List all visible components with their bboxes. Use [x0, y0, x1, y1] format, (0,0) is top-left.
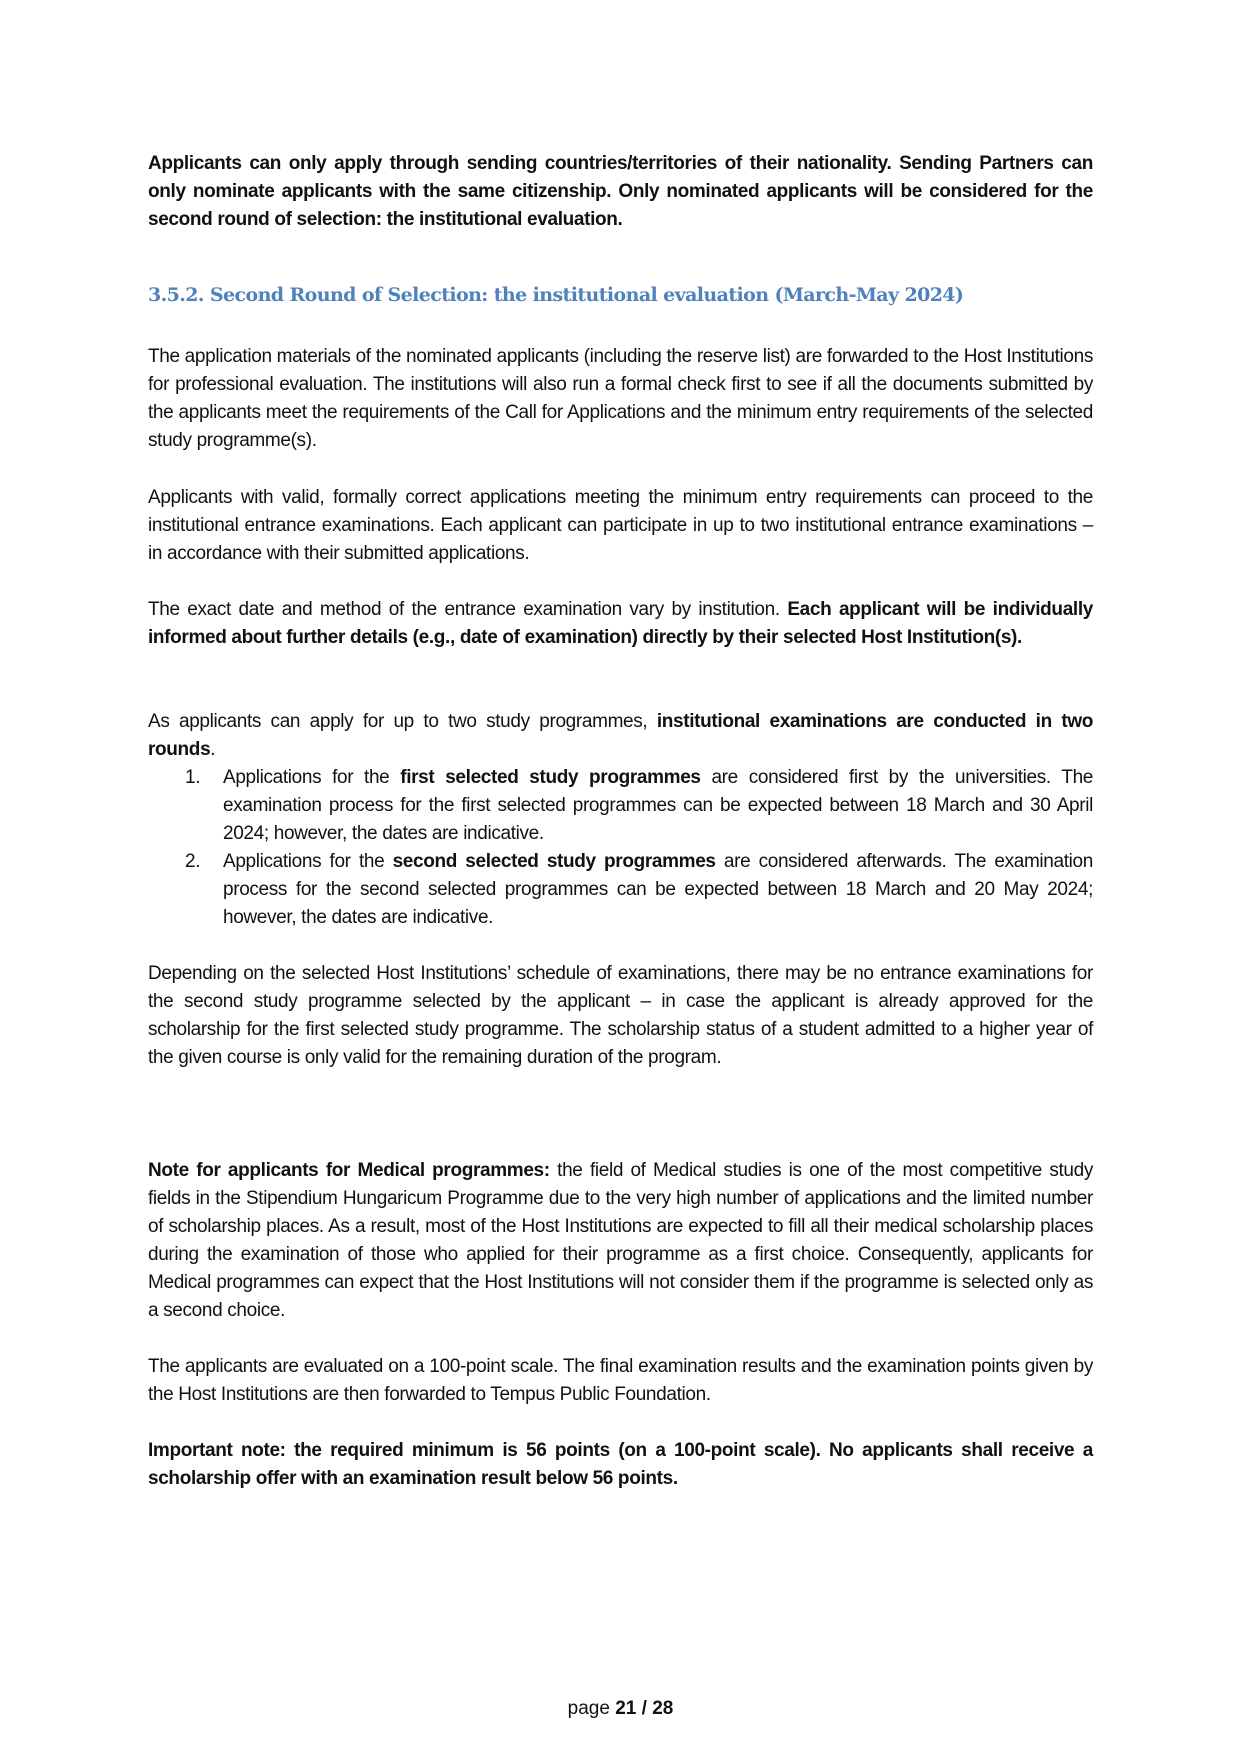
medical-note-label: Note for applicants for Medical programmes: [148, 1160, 550, 1181]
paragraph-two-rounds [148, 708, 1093, 764]
medical-note-text: the field of Medical studies is one of the most competitive study fields in the Stipendium Hungaricum Programme due to the very high number of applications and the limited number of scholarship places. As a result, most of the Host Institutions are expected to fill all their medical scholarship places during the examination of those who applied for their programme as a first choice. Consequently, applicants for Medical programmes can expect that the Host Institutions will not consider them if the programme is selected only as a second choice. [148, 1160, 1093, 1321]
section-heading: 3.5.2. Second Round of Selection: the institutional evaluation (March-May 2024) [148, 284, 964, 306]
paragraph-schedule: Depending on the selected Host Institutions’ schedule of examinations, there may be no entrance examinations for the second study programme selected by the applicant – in case the applicant is already approved for the scholarship for the first selected study programme. The scholarship status of a student admitted to a higher year of the given course is only valid for the remaining duration of the program. [148, 963, 1093, 1068]
two-rounds-end: . [210, 739, 216, 760]
exam-date-bold: Each applicant will be individually informed about further details (e.g., date of examination) directly by their selected Host Institution(s). [148, 599, 1093, 648]
important-note [148, 1437, 1093, 1493]
list-item-text: Applications for the [223, 851, 393, 872]
two-rounds-bold: institutional examinations are conducted in two rounds [148, 711, 1094, 760]
page-footer [0, 1698, 1241, 1720]
paragraph-scale: The applicants are evaluated on a 100-point scale. The final examination results and the examination points given by the Host Institutions are then forwarded to Tempus Public Foundation. [148, 1356, 1093, 1405]
paragraph-medical-note [148, 1157, 1093, 1325]
paragraph-entrance-examinations: Applicants with valid, formally correct applications meeting the minimum entry requirements can proceed to the institutional entrance examinations. Each applicant can participate in up to two institutional entrance examinations – in accordance with their submitted applications. [148, 487, 1093, 564]
nationality-notice-text: Applicants can only apply through sending countries/territories of their nationality. Sending Partners can only nominate applicants with the same citizenship. Only nominated applicants will be considered for the second round of selection: the institutional evaluation. [148, 153, 1093, 230]
two-rounds-text: As applicants can apply for up to two study programmes, [148, 711, 657, 732]
nationality-notice [148, 150, 1093, 234]
paragraph-exam-date [148, 596, 1093, 652]
list-item-bold: first selected study programmes [400, 767, 701, 788]
list-item [148, 848, 1093, 932]
paragraph-application-materials: The application materials of the nominated applicants (including the reserve list) are forwarded to the Host Institutions for professional evaluation. The institutions will also run a formal check first to see if all the documents submitted by the applicants meet the requirements of the Call for Applications and the minimum entry requirements of the selected study programme(s). [148, 346, 1093, 451]
important-note-text: Important note: the required minimum is 56 points (on a 100-point scale). No applicants shall receive a scholarship offer with an examination result below 56 points. [148, 1440, 1093, 1489]
list-item-number: 1. [185, 767, 201, 788]
list-item-number: 2. [185, 851, 201, 872]
page-total: 28 [652, 1698, 674, 1719]
page-current: 21 [615, 1698, 637, 1719]
exam-date-text: The exact date and method of the entrance examination vary by institution. [148, 599, 788, 620]
list-item-text: are considered afterwards. The examination process for the second selected programmes can be expected between 18 March and 20 May 2024; however, the dates are indicative. [223, 851, 1093, 928]
examination-rounds-list [148, 764, 1093, 932]
list-item-bold: second selected study programmes [392, 851, 716, 872]
page-label: page [567, 1698, 616, 1719]
list-item [148, 764, 1093, 848]
list-item-text: are considered first by the universities. The examination process for the first selected programmes can be expected between 18 March and 30 April 2024; however, the dates are indicative. [223, 767, 1094, 844]
page-separator: / [636, 1698, 653, 1719]
list-item-text: Applications for the [223, 767, 401, 788]
